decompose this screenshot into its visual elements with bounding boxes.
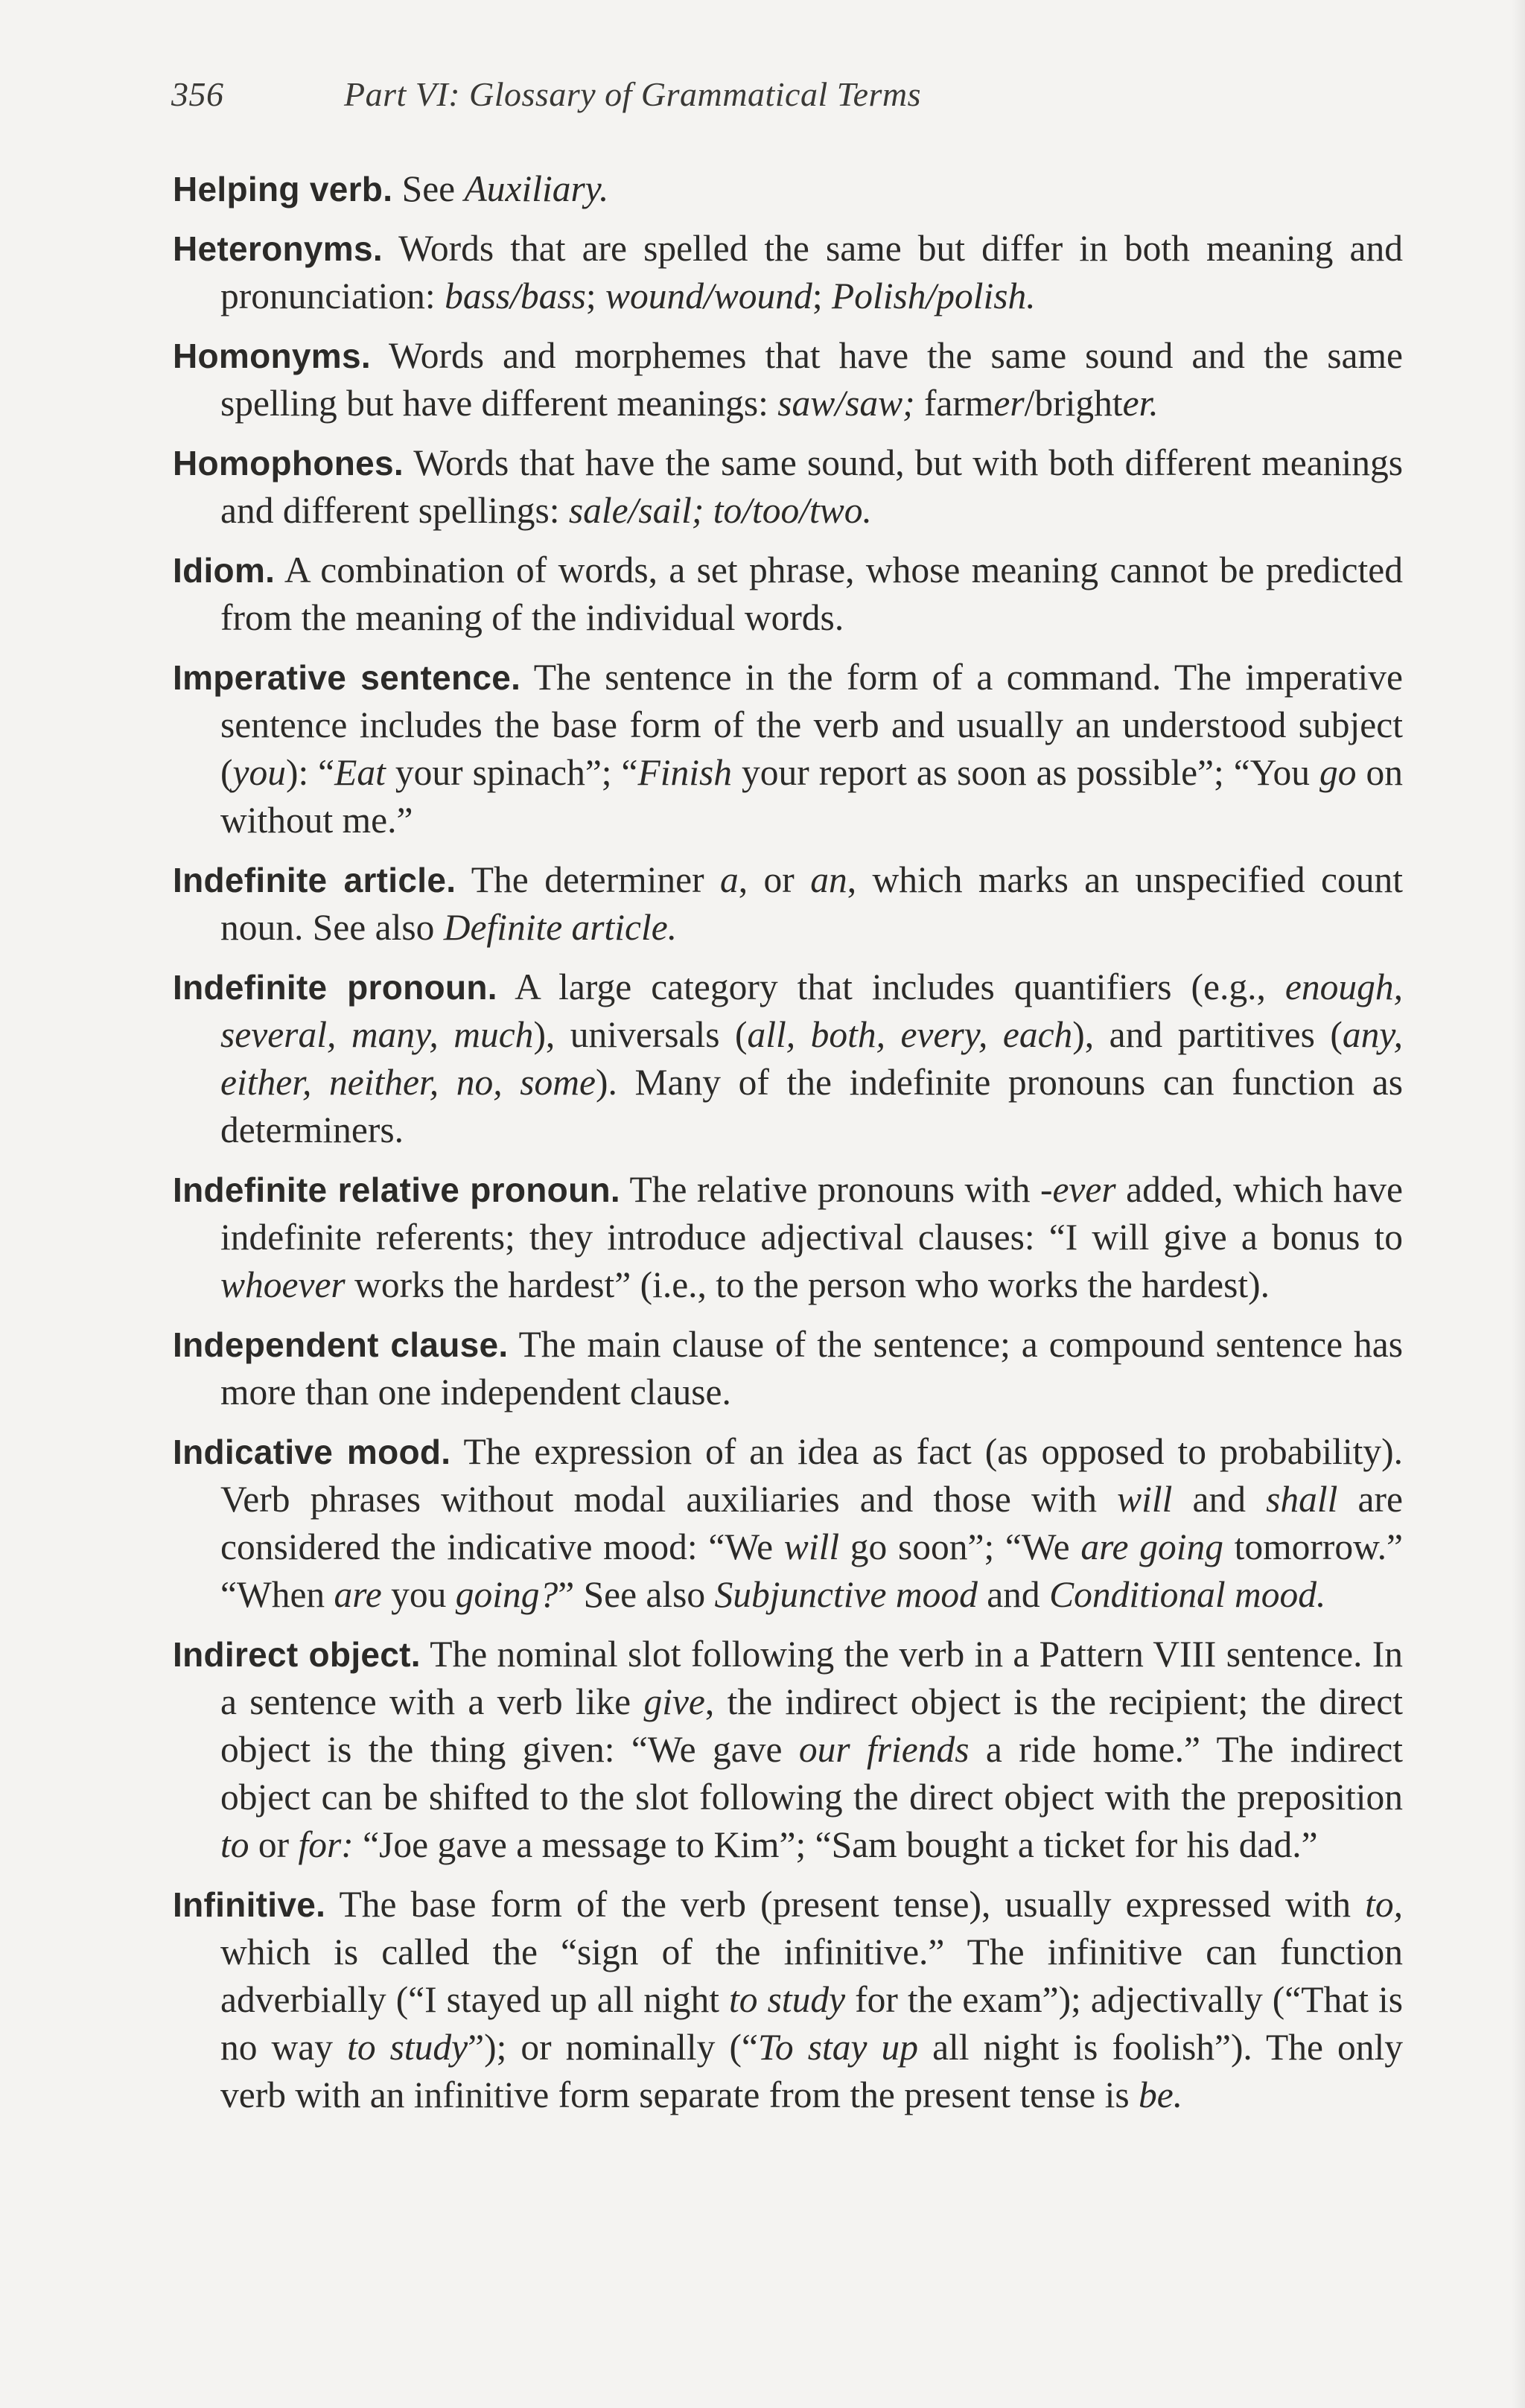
definition-text: ), and partitives (: [1072, 1014, 1343, 1055]
glossary-entries: [173, 165, 1403, 2131]
definition-italic-text: Subjunctive mood: [714, 1574, 978, 1615]
definition-text: which is called the “sign of the infinitive.” The infinitive can function adverbially (“I stayed up all night: [220, 1931, 1403, 2020]
definition-italic-text: -ever: [1040, 1169, 1116, 1210]
running-head-title: Part VI: Glossary of Grammatical Terms: [344, 75, 922, 113]
definition-text: , the indirect object is the recipient; the direct object is the thing given: “We gave: [220, 1681, 1403, 1770]
glossary-term: Indefinite article.: [173, 861, 456, 899]
definition-italic-text: Eat: [334, 752, 386, 793]
definition-text: , which marks an unspecified count noun. See also: [220, 859, 1403, 948]
glossary-term: Imperative sentence.: [173, 658, 521, 697]
glossary-term: Indefinite relative pronoun.: [173, 1170, 620, 1209]
definition-text: are considered the indicative mood: “We: [220, 1479, 1403, 1567]
definition-text: a ride home.” The indirect object can be shifted to the slot following the direct object with the preposition: [220, 1729, 1403, 1818]
glossary-term: Idiom.: [173, 551, 276, 590]
definition-italic-text: will: [783, 1526, 840, 1567]
definition-text: Words that have the same sound, but with both different meanings and different spellings:: [220, 442, 1403, 531]
definition-text: The base form of the verb (present tense), usually expressed with: [325, 1884, 1366, 1925]
glossary-entry: [173, 654, 1403, 844]
definition-text: and: [1172, 1479, 1267, 1520]
glossary-entry: [173, 165, 1403, 213]
definition-text: added, which have indefinite referents; they introduce adjectival clauses: “I will give a bonus to: [220, 1169, 1403, 1258]
definition-italic-text: wound/wound: [605, 275, 812, 316]
glossary-entry: [173, 1631, 1403, 1869]
definition-text: works the hardest” (i.e., to the person who works the hardest).: [345, 1264, 1270, 1305]
definition-italic-text: to,: [1365, 1884, 1403, 1925]
page-edge-shadow: [1512, 0, 1525, 2408]
definition-text: “Joe gave a message to Kim”; “Sam bought a ticket for his dad.”: [353, 1824, 1318, 1865]
glossary-term: Homophones.: [173, 444, 404, 482]
definition-italic-text: bass/bass: [445, 275, 586, 316]
definition-text: ” See also: [558, 1574, 715, 1615]
definition-italic-text: our friends: [798, 1729, 970, 1770]
definition-italic-text: give: [643, 1681, 705, 1722]
definition-text: A combination of words, a set phrase, whose meaning cannot be predicted from the meaning of the individual words.: [220, 550, 1403, 638]
definition-italic-text: shall: [1266, 1479, 1338, 1520]
glossary-entry: [173, 1166, 1403, 1309]
definition-text: go soon”; “We: [839, 1526, 1081, 1567]
definition-text: on without me.”: [220, 752, 1403, 841]
glossary-term: Homonyms.: [173, 337, 371, 375]
glossary-term: Indirect object.: [173, 1635, 421, 1674]
definition-text: The determiner: [456, 859, 720, 900]
glossary-entry: [173, 225, 1403, 320]
definition-italic-text: er.: [1122, 383, 1159, 424]
definition-italic-text: be.: [1138, 2074, 1183, 2115]
definition-text: The relative pronouns with: [620, 1169, 1040, 1210]
glossary-entry: [173, 1321, 1403, 1416]
definition-italic-text: for:: [298, 1824, 354, 1865]
definition-text: you: [381, 1574, 456, 1615]
definition-italic-text: going?: [455, 1574, 558, 1615]
definition-text: The nominal slot following the verb in a Pattern VIII sentence. In a sentence with a verb like: [220, 1634, 1403, 1722]
definition-text: /bright: [1024, 383, 1123, 424]
definition-italic-text: go: [1319, 752, 1357, 793]
definition-italic-text: to study: [729, 1979, 846, 2020]
definition-italic-text: an: [810, 859, 847, 900]
definition-text: ”); or nominally (“: [468, 2027, 758, 2068]
glossary-entry: [173, 547, 1403, 642]
definition-italic-text: all, both, every, each: [747, 1014, 1073, 1055]
glossary-term: Independent clause.: [173, 1325, 509, 1364]
definition-text: all night is foolish”). The only verb with an infinitive form separate from the present tense is: [220, 2027, 1403, 2115]
definition-text: your spinach”; “: [385, 752, 638, 793]
glossary-term: Heteronyms.: [173, 229, 383, 268]
definition-italic-text: to: [220, 1824, 249, 1865]
definition-italic-text: saw/saw;: [777, 383, 915, 424]
definition-text: farm: [914, 383, 994, 424]
definition-text: The expression of an idea as fact (as opposed to probability). Verb phrases without modal auxiliaries and those with: [220, 1431, 1403, 1520]
definition-text: tomorrow.” “When: [220, 1526, 1404, 1615]
glossary-term: Indicative mood.: [173, 1433, 451, 1471]
glossary-entry: [173, 332, 1403, 427]
definition-italic-text: er: [993, 383, 1025, 424]
definition-text: and: [977, 1574, 1050, 1615]
glossary-entry: [173, 439, 1403, 535]
definition-text: your report as soon as possible”; “You: [732, 752, 1320, 793]
definition-text: See: [392, 168, 465, 209]
definition-text: Words that are spelled the same but differ in both meaning and pronunciation:: [220, 228, 1403, 316]
glossary-term: Indefinite pronoun.: [173, 968, 497, 1007]
definition-italic-text: Finish: [637, 752, 733, 793]
definition-text: or: [249, 1824, 299, 1865]
glossary-term: Infinitive.: [173, 1885, 326, 1924]
page-number: 356: [171, 75, 224, 113]
definition-italic-text: whoever: [220, 1264, 346, 1305]
definition-text: The sentence in the form of a command. The imperative sentence includes the base form of the verb and usually an understood subject (: [220, 657, 1403, 793]
definition-italic-text: Polish/polish.: [831, 275, 1036, 316]
definition-italic-text: enough, several, many, much: [220, 966, 1403, 1055]
definition-text: The main clause of the sentence; a compound sentence has more than one independent clause.: [220, 1324, 1403, 1412]
definition-italic-text: To stay up: [757, 2027, 919, 2068]
definition-italic-text: Auxiliary.: [464, 168, 609, 209]
definition-italic-text: will: [1117, 1479, 1173, 1520]
definition-text: ). Many of the indefinite pronouns can function as determiners.: [220, 1062, 1403, 1150]
definition-text: A large category that includes quantifiers (e.g.,: [497, 966, 1285, 1007]
definition-text: for the exam”); adjectivally (“That is no way: [220, 1979, 1404, 2068]
definition-text: ), universals (: [533, 1014, 748, 1055]
definition-italic-text: Conditional mood.: [1049, 1574, 1326, 1615]
definition-text: ): “: [285, 752, 335, 793]
running-head: [171, 74, 921, 114]
glossary-entry: [173, 1428, 1403, 1619]
glossary-entry: [173, 963, 1403, 1154]
definition-italic-text: to study: [347, 2027, 468, 2068]
definition-text: , or: [738, 859, 811, 900]
definition-italic-text: you: [232, 752, 286, 793]
definition-text: Words and morphemes that have the same sound and the same spelling but have different meanings:: [220, 335, 1403, 424]
definition-italic-text: Definite article.: [443, 907, 678, 948]
glossary-term: Helping verb.: [173, 170, 393, 208]
definition-italic-text: sale/sail; to/too/two.: [568, 490, 872, 531]
definition-italic-text: a: [720, 859, 739, 900]
glossary-entry: [173, 856, 1403, 952]
glossary-entry: [173, 1881, 1403, 2119]
definition-text: ;: [585, 275, 606, 316]
definition-italic-text: are going: [1080, 1526, 1223, 1567]
definition-text: ;: [812, 275, 832, 316]
definition-italic-text: are: [334, 1574, 382, 1615]
definition-italic-text: any, either, neither, no, some: [220, 1014, 1403, 1103]
